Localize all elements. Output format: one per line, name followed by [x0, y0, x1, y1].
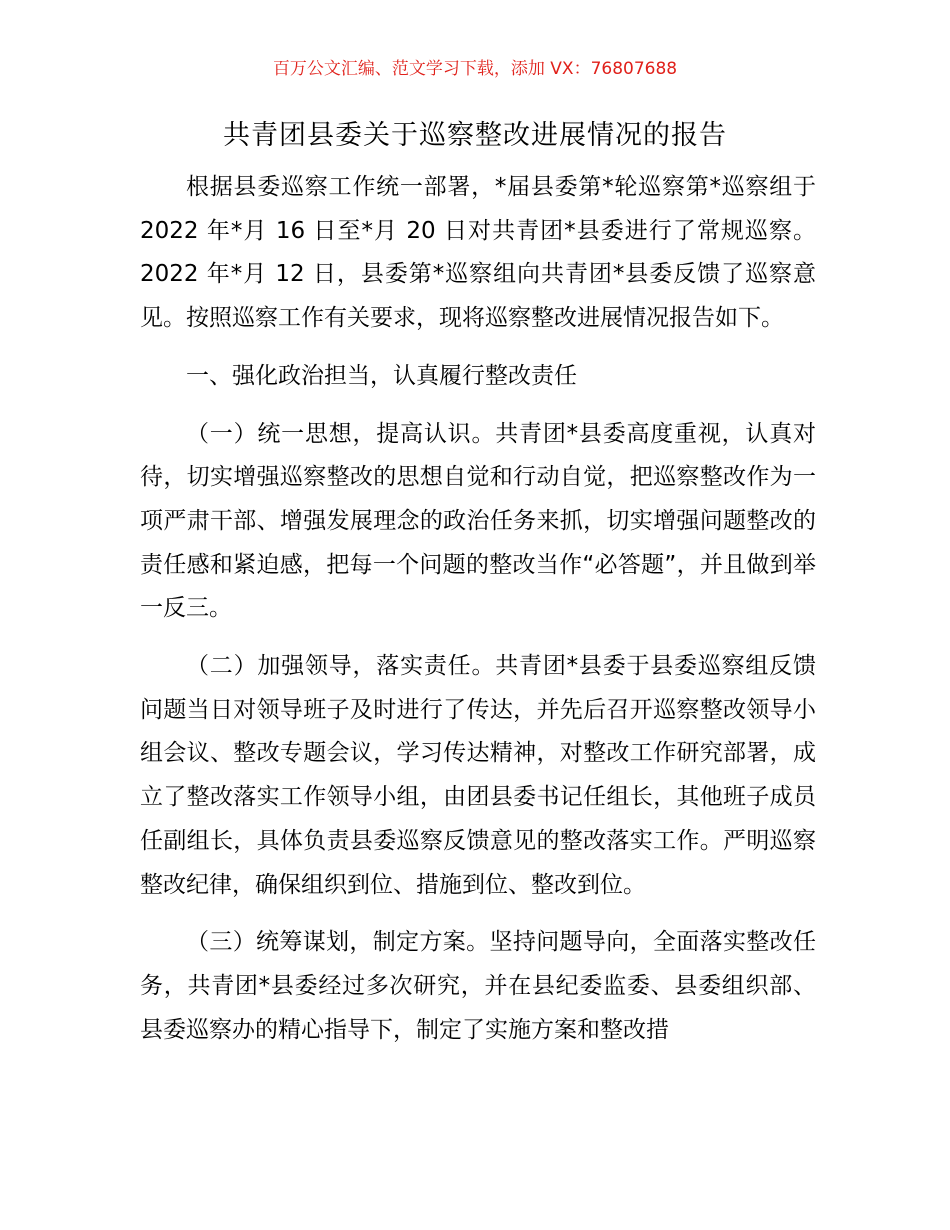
paragraph-intro: 根据县委巡察工作统一部署，*届县委第*轮巡察第*巡察组于 2022 年*月 16 日至*月 20 日对共青团*县委进行了常规巡察。2022 年*月 12 日，县委第*巡察组向共青团*县委反馈了巡察意见。按照巡察工作有关要求，现将巡察整改进展情况报告如下。: [140, 174, 816, 332]
paragraph-2: （二）加强领导，落实责任。共青团*县委于县委巡察组反馈问题当日对领导班子及时进行了传达，并先后召开巡察整改领导小组会议、整改专题会议，学习传达精神，对整改工作研究部署，成立了整改落实工作领导小组，由团县委书记任组长，其他班子成员任副组长，具体负责县委巡察反馈意见的整改落实工作。严明巡察整改纪律，确保组织到位、措施到位、整改到位。: [140, 653, 816, 898]
paragraph-1: （一）统一思想，提高认识。共青团*县委高度重视，认真对待，切实增强巡察整改的思想自觉和行动自觉，把巡察整改作为一项严肃干部、增强发展理念的政治任务来抓，切实增强问题整改的责任感和紧迫感，把每一个问题的整改当作“必答题”，并且做到举一反三。: [140, 420, 816, 622]
header-promo-note: 百万公文汇编、范文学习下载，添加 VX：76807688: [272, 59, 678, 79]
paragraph-3: （三）统筹谋划，制定方案。坚持问题导向，全面落实整改任务，共青团*县委经过多次研究，并在县纪委监委、县委组织部、县委巡察办的精心指导下，制定了实施方案和整改措: [140, 929, 816, 1043]
document-body: [140, 166, 816, 1052]
section-heading-1: 一、强化政治担当，认真履行整改责任: [186, 362, 577, 389]
page-title: 共青团县委关于巡察整改进展情况的报告: [223, 120, 727, 151]
